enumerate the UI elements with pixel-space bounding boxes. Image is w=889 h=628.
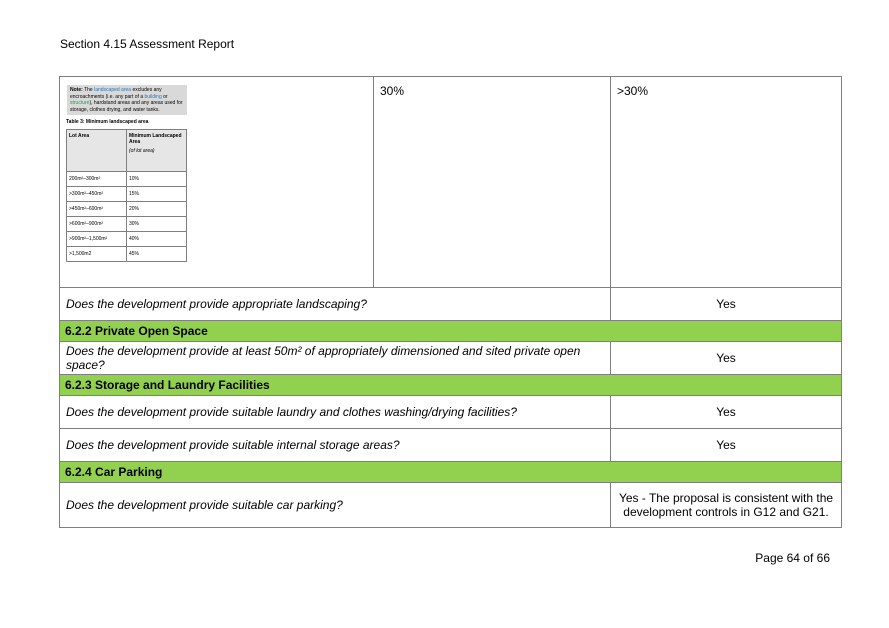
answer-storage: Yes bbox=[611, 429, 842, 462]
section-heading-car-parking: 6.2.4 Car Parking bbox=[60, 462, 842, 483]
min-area-cell: 20% bbox=[127, 202, 187, 217]
min-area-cell: 40% bbox=[127, 232, 187, 247]
table-row bbox=[67, 217, 187, 232]
lot-area-cell: >1,500m2 bbox=[67, 247, 127, 262]
question-private-open-space: Does the development provide at least 50m² of appropriately dimensioned and sited private open space? bbox=[60, 342, 611, 375]
table-row bbox=[60, 396, 842, 429]
table-row bbox=[67, 232, 187, 247]
page-number: Page 64 of 66 bbox=[755, 551, 830, 565]
question-storage: Does the development provide suitable internal storage areas? bbox=[60, 429, 611, 462]
col-min-area-sub: (of lot area) bbox=[129, 148, 155, 154]
table-header-row bbox=[67, 130, 187, 172]
lot-area-cell: >600m²–900m² bbox=[67, 217, 127, 232]
question-laundry: Does the development provide suitable laundry and clothes washing/drying facilities? bbox=[60, 396, 611, 429]
table-row bbox=[67, 187, 187, 202]
col-lot-area-header: Lot Area bbox=[67, 130, 127, 172]
section-row bbox=[60, 375, 842, 396]
table-row bbox=[67, 172, 187, 187]
figure-note bbox=[67, 85, 187, 115]
note-text: The bbox=[82, 87, 95, 93]
table-row bbox=[67, 247, 187, 262]
report-header: Section 4.15 Assessment Report bbox=[60, 37, 235, 51]
provided-value: >30% bbox=[611, 77, 842, 288]
note-text: or bbox=[161, 93, 168, 100]
section-heading-private-open-space: 6.2.2 Private Open Space bbox=[60, 321, 842, 342]
lot-area-cell: 200m²–300m² bbox=[67, 172, 127, 187]
table-row bbox=[60, 77, 842, 288]
table-row bbox=[60, 342, 842, 375]
landscaped-area-table bbox=[66, 129, 187, 262]
figure-cell bbox=[60, 77, 374, 288]
lot-area-cell: >450m²–600m² bbox=[67, 202, 127, 217]
min-area-cell: 30% bbox=[127, 217, 187, 232]
answer-private-open-space: Yes bbox=[611, 342, 842, 375]
answer-laundry: Yes bbox=[611, 396, 842, 429]
lot-area-cell: >300m²–450m² bbox=[67, 187, 127, 202]
note-prefix: Note: bbox=[70, 87, 83, 93]
note-text: ), hardstand areas and any areas used for storage, clothes drying, and water tanks. bbox=[70, 100, 183, 113]
question-car-parking: Does the development provide suitable car parking? bbox=[60, 483, 611, 528]
lot-area-cell: >900m²–1,500m² bbox=[67, 232, 127, 247]
question-landscaping: Does the development provide appropriate landscaping? bbox=[60, 288, 611, 321]
note-link-landscaped: landscaped area bbox=[94, 87, 132, 93]
figure-table-caption: Table 3: Minimum landscaped area bbox=[66, 119, 149, 125]
required-value: 30% bbox=[374, 77, 611, 288]
min-area-cell: 10% bbox=[127, 172, 187, 187]
answer-car-parking: Yes - The proposal is consistent with the development controls in G12 and G21. bbox=[611, 483, 842, 528]
table-row bbox=[60, 483, 842, 528]
min-area-cell: 45% bbox=[127, 247, 187, 262]
answer-landscaping: Yes bbox=[611, 288, 842, 321]
col-min-area-label: Minimum Landscaped Area bbox=[129, 133, 182, 145]
assessment-table bbox=[59, 76, 842, 528]
table-row bbox=[67, 202, 187, 217]
table-row bbox=[60, 288, 842, 321]
min-area-cell: 15% bbox=[127, 187, 187, 202]
section-heading-storage-laundry: 6.2.3 Storage and Laundry Facilities bbox=[60, 375, 842, 396]
note-link-structure: structure bbox=[70, 100, 90, 106]
note-link-building: building bbox=[144, 93, 162, 100]
table-row bbox=[60, 429, 842, 462]
col-min-area-header bbox=[127, 130, 187, 172]
section-row bbox=[60, 462, 842, 483]
section-row bbox=[60, 321, 842, 342]
note-text: excludes any encroachments (i.e. any part of a bbox=[70, 87, 162, 100]
